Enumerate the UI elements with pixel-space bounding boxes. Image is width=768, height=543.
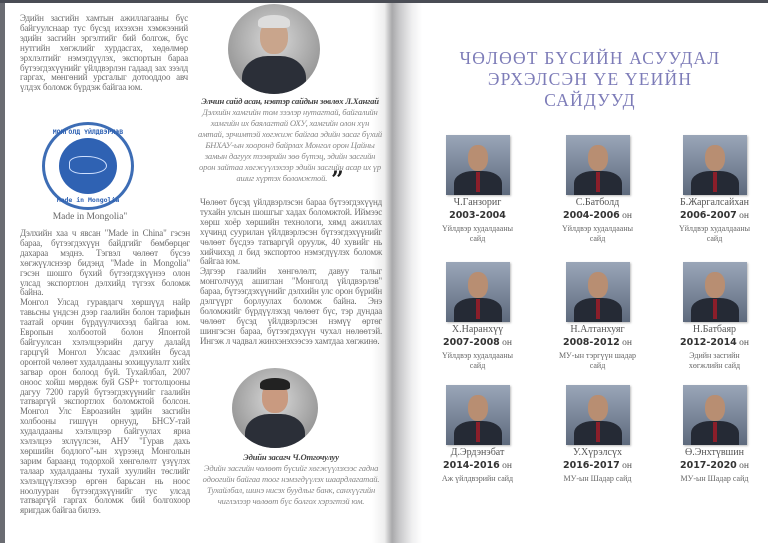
minister-photo [683,262,747,322]
quote-author: Элчин сайд асан, нэвтэр сайдын зөвлөх Л.Хангай [201,96,379,106]
term-suffix: он [502,461,513,471]
portrait-khangai [228,4,320,94]
quote-mark-icon: ” [331,167,344,193]
minister-photo [683,135,747,195]
term-years: 2006-2007 [679,210,737,221]
term-suffix: он [622,211,633,221]
mongolia-map-icon [69,156,107,174]
minister-role: Үйлдвэр худалдааны сайд [561,224,634,243]
term-years: 2007-2008 [442,337,500,348]
minister-name: У.Хүрэлсүх [573,447,622,458]
minister-card [657,262,768,370]
minister-photo [446,262,510,322]
made-in-mongolia-seal [42,122,134,210]
minister-photo [446,385,510,445]
term-suffix: он [739,461,750,471]
minister-name: С.Батболд [575,197,620,208]
minister-term [420,459,535,473]
seal-bottom-text: Made in Mongolia [56,196,120,204]
term-years: 2003-2004 [449,210,506,221]
minister-term [540,459,655,473]
quote-text: Эдийн засгийн чөлөөт бүсийг хөгжүүлэхээс гадна одоогийн байгаа тоог нэмэгдүүлэх шаардлагатай. Тухайлбал, шинэ нисэх буудлыг банк, санхүүгийн чиглэлээр чөлөөт бүс болгох хэрэгтэй юм. [202,463,380,506]
term-suffix: он [739,338,750,348]
minister-card [420,262,535,370]
minister-photo [566,262,630,322]
minister-name: Н.Батбаяр [692,324,737,335]
term-years: 2017-2020 [679,460,737,471]
minister-role: Үйлдвэр худалдааны сайд [678,224,751,243]
minister-term [657,459,768,473]
minister-photo [566,385,630,445]
minister-card [657,135,768,243]
minister-term [657,336,768,350]
minister-name: Н.Алтанхуяг [570,324,625,335]
minister-role: МУ-ын Шадар сайд [563,474,632,483]
term-years: 2004-2006 [562,210,620,221]
minister-term [657,209,768,223]
minister-role: Үйлдвэр худалдааны сайд [441,351,514,370]
quote-otgochuluu [198,452,384,507]
seal-top-text: МОНГОЛД ҮЙЛДВЭРЛЭВ [52,128,124,136]
term-years: 2012-2014 [679,337,737,348]
minister-role: Аж үйлдвэрийн сайд [441,474,514,483]
minister-term [420,209,535,223]
term-years: 2008-2012 [562,337,620,348]
minister-name: Д.Эрдэнэбат [450,447,505,458]
minister-name: Б.Жаргалсайхан [679,197,750,208]
minister-card [540,135,655,243]
minister-card [540,262,655,370]
term-suffix: он [622,338,633,348]
minister-term [420,336,535,350]
term-suffix: он [622,461,633,471]
body-paragraph: Дэлхийн хаа ч явсан "Made in China" гэсэн бараа, бүтээгдэхүүн байдгийг бөмбөрцөг дахараа мэднэ. Тэгвэл чөлөөт бүсээ хөгжүүлснээр бидэнд "Made in Mongolia" гэсэн шошго бүхий бүтээгдэхүүнээ олон улсад экспортлон дэлхийд түгээх боломж байна. [20,228,190,298]
minister-term [540,336,655,350]
minister-name: Ч.Ганзориг [453,197,502,208]
page-title: ЧӨЛӨӨТ БҮСИЙН АСУУДАЛ ЭРХЭЛСЭН ҮЕ ҮЕИЙН САЙДУУД [459,48,721,110]
minister-card [420,135,535,243]
minister-name: Х.Наранхүү [451,324,504,335]
minister-term [540,209,655,223]
minister-card [420,385,535,484]
minister-role: МУ-ын Шадар сайд [680,474,749,483]
minister-photo [566,135,630,195]
quote-text: Дэлхийн хамгийн том зээлэр нутагтай, байгалийн хамгийн их баялагтай ОХУ, хамгийн олон хүн амтай, эрчимтэй хөгжиж байгаа эдийн засаг бүхий БНХАУ-ын хооронд байрлах Монгол орон Цайны замын дагуух тээврийн зөө бүтэц, эдийн засгийн орон зайтаа хөгжүүлэхээр эдийн засгийн асар их үр ашиг хүртэх боломжтой. [198,107,382,183]
minister-photo [446,135,510,195]
minister-photo [683,385,747,445]
body-paragraph: Чөлөөт бүсэд үйлдвэрлэсэн бараа бүтээгдэхүүнд тухайн улсын шошгыг хадах боломжтой. Иймээс хөрш хоёр хөршийн технологи, хямд ажиллах хүчинд суурилан үйлдвэрлэсэн бүтээгдэхүүнийг чөлөөт бүсдээ татваргүй оруулж, 40 хувийг нь хийчихэд л бид экспортоо нэмэгдүүлэх боломж байгаа юм. [200,197,382,267]
minister-card [657,385,768,484]
body-column-right [200,198,382,347]
minister-role: МУ-ын тэргүүн шадар сайд [558,351,637,370]
minister-name: Ө.Энхтүвшин [685,447,744,458]
minister-role: Эдийн засгийн хөгжлийн сайд [688,351,741,370]
minister-card [540,385,655,484]
term-suffix: он [502,338,513,348]
term-suffix: он [739,211,750,221]
body-column-left [20,229,190,516]
term-years: 2016-2017 [562,460,620,471]
quote-author: Эдийн засагч Ч.Отгочулуу [243,452,339,462]
body-paragraph: Эдгээр гаалийн хөнгөлөлт, давуу талыг монголчууд ашиглан "Монголд үйлдвэрлэв" бараа, бүтээгдэхүүнийг дэлхийн улс орон бүрийн дэлгүүрт борлуулах боломж байна. Энэ боломжийг бүрдүүлэхэд чөлөөт бүс, тэр дундаа чөлөөт бүсэд үйлдвэрлэсэн нэмүү өртөг шингэсэн бараа, бүтээгдэхүүн чухал нөлөөтэй. Ингэж л чадвал жинхэнэхээсээ хамтдаа хөгжинө. [200,266,382,346]
quote-khangai [198,96,382,193]
portrait-otgochuluu [232,368,318,448]
body-paragraph: Монгол Улсад гуравдагч хөршүүд найр тавьсны үндсэн дээр гаалийн болон тарифын таатай орчин бүрдүүлчихээд байгаа юм. Европын холбоотой болон Японтой байгуулсан хэлэлцээрийн дагуу далайд гарцгүй Монгол Улсаас дэлхийн бусад оронтой чөлөөт худалдааны зохицуулалт хийх загвар орон болоод бүй. Тухайлбал, 2007 оноос хойш мөрдөж буй GSP+ тогтолцооны дагуу 7200 гаруй бүтээгдэхүүнийг гаалийн татваргүй экспортлох боломжтой болсон. Монгол Улс Евроазийн эдийн засгийн холбооны гишүүн орнууд, БНСУ-тай худалдааны хэлэлцээр байгуулах яриа хэлэлцээ эхлүүлсэн, АНУ "Гурав дахь хөршийн бодлого"-ын хүрээнд Монголын зарим бараанд тодорхой хөнгөлөлт үзүүлэх талаар худалдааны тухай хуулийн төслийг хэлэлцүүлэхээр өргөн барьсан нь ноос ноолууран бүтээгдэхүүнийг тус улсад татваргүй гаргах боломж бий болгохоор яригдаж байгаа билээ. [20,297,190,516]
seal-caption: Made in Mongolia" [52,212,128,222]
minister-role: Үйлдвэр худалдааны сайд [441,224,514,243]
intro-paragraph: Эдийн засгийн хамтын ажиллагааны бүс байгуулснаар тус бүсэд ихээхэн хэмжээний эдийн засгийн эргэлтийг бий болгож, бүс нутгийн хөгжлийг хурдасгах, хөдөлмөр эрхлэлтийг нэмэгдүүлэх, экспортын бараа бүтээгдэхүүнийг үйлдвэрлэн гадаад зах зээлд гаргах, мөнгөний урсгалыг дотооддоо авч үлдэх боломж бүрдэж байгаа юм. [20,13,188,93]
term-years: 2014-2016 [442,460,500,471]
